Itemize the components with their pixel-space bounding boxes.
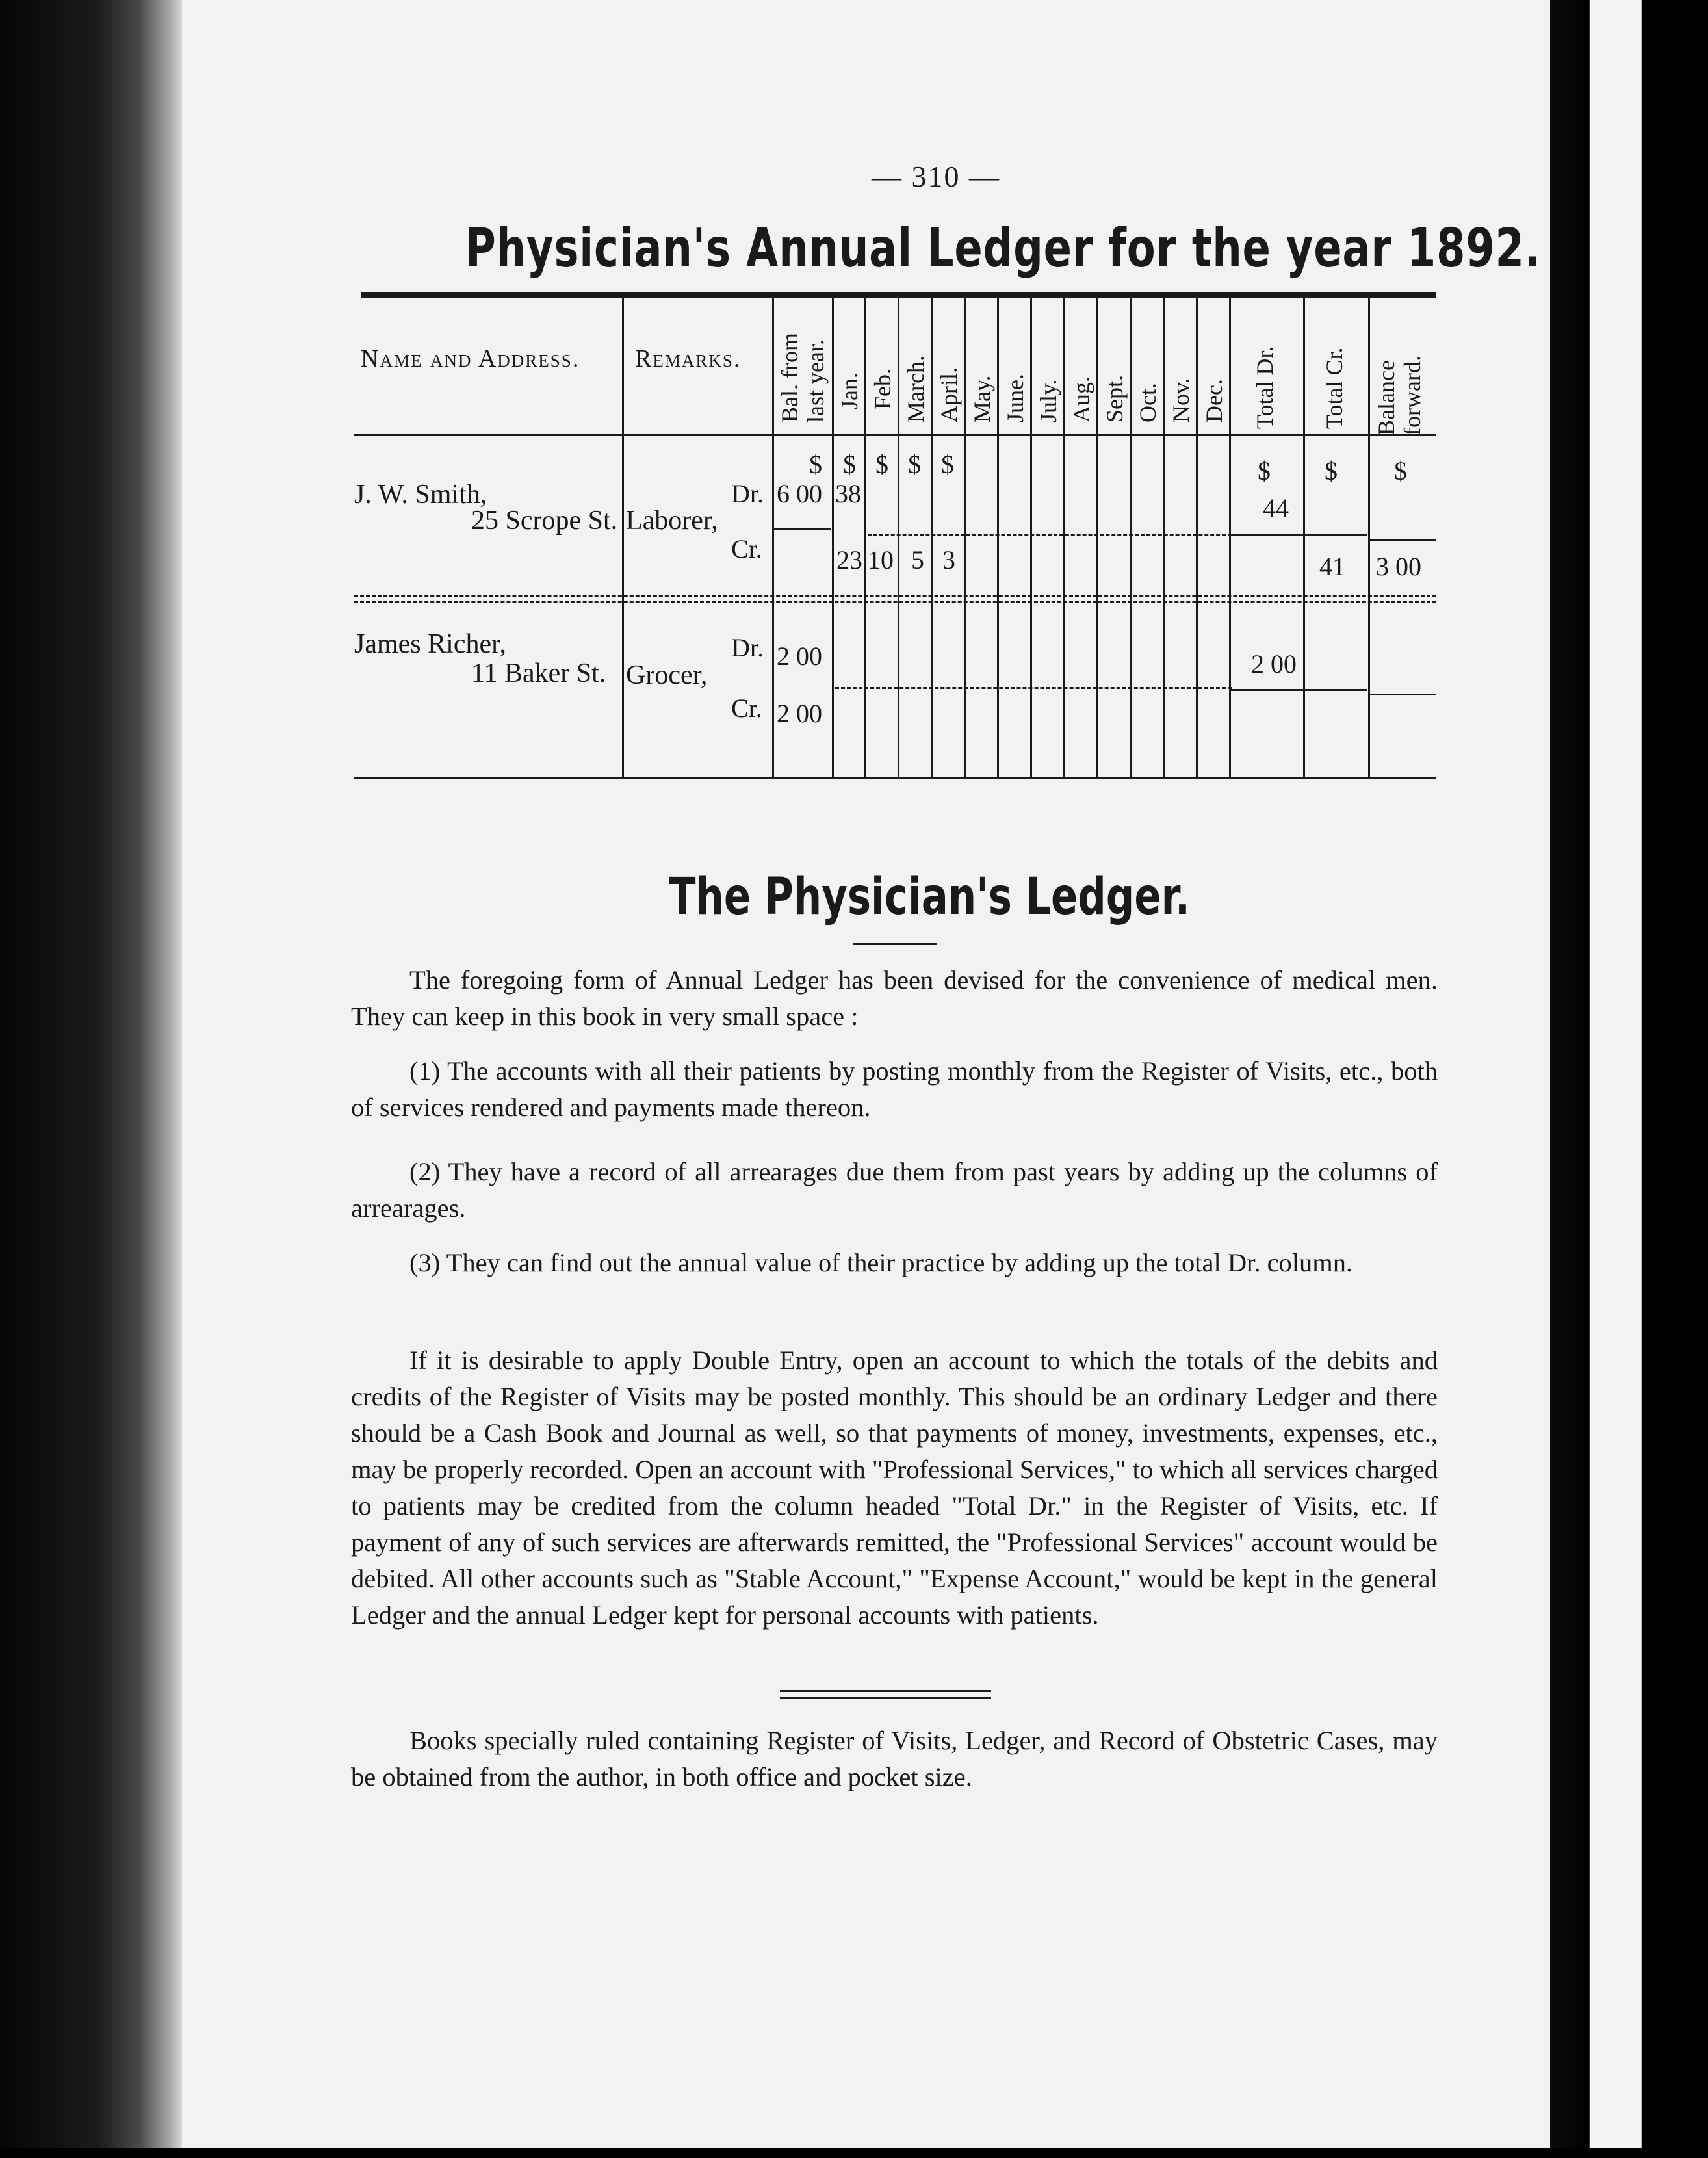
col-label-balance: Balance bbox=[1373, 360, 1399, 436]
col-divider bbox=[1303, 298, 1305, 777]
dr-balance-last-year: 6 00 bbox=[777, 479, 822, 508]
dollar-sign: $ bbox=[843, 450, 856, 479]
col-divider bbox=[1130, 298, 1132, 777]
header-rule bbox=[354, 434, 1436, 436]
col-label-total-cr: Total Cr. bbox=[1321, 347, 1347, 429]
col-label: last year. bbox=[803, 339, 829, 422]
cr-label: Cr. bbox=[731, 694, 762, 723]
adjacent-page-edge bbox=[1550, 0, 1708, 2158]
col-label: Bal. from bbox=[777, 333, 803, 422]
col-divider bbox=[622, 298, 624, 777]
col-divider bbox=[1030, 298, 1032, 777]
col-divider bbox=[1063, 298, 1065, 777]
col-label-sept: Sept. bbox=[1102, 374, 1128, 422]
cr-march: 5 bbox=[911, 545, 924, 575]
cell-rule bbox=[1369, 540, 1436, 541]
dollar-sign: $ bbox=[1325, 456, 1338, 486]
col-label-nov: Nov. bbox=[1168, 378, 1194, 422]
dollar-sign: $ bbox=[1394, 456, 1407, 486]
patient-remarks: Laborer, bbox=[626, 506, 718, 536]
table-bottom-rule bbox=[354, 777, 1436, 779]
col-divider bbox=[864, 298, 866, 777]
book-spine-edge bbox=[0, 0, 182, 2158]
patient-remarks: Grocer, bbox=[626, 660, 708, 690]
dr-balance-last-year: 2 00 bbox=[777, 642, 822, 671]
col-label-jan: Jan. bbox=[836, 372, 862, 410]
col-divider bbox=[1368, 298, 1370, 777]
cr-balance-last-year: 2 00 bbox=[777, 699, 822, 728]
scan-border bbox=[0, 2148, 1708, 2158]
dollar-sign: $ bbox=[908, 450, 921, 479]
col-divider bbox=[898, 298, 899, 777]
page-number: — 310 — bbox=[872, 160, 1000, 193]
cell-rule bbox=[773, 528, 831, 530]
dr-cr-separator bbox=[835, 687, 1232, 689]
cell-rule bbox=[1369, 694, 1436, 696]
col-label-april: April. bbox=[936, 367, 962, 422]
patient-name: James Richer, bbox=[354, 629, 506, 659]
header-name-address: Name and Address. bbox=[361, 345, 580, 372]
title-underline bbox=[853, 942, 937, 945]
patient-name: J. W. Smith, bbox=[354, 480, 487, 510]
col-label-march: March. bbox=[903, 356, 929, 422]
header-remarks: Remarks. bbox=[635, 345, 742, 372]
col-divider bbox=[931, 298, 933, 777]
dr-total: 2 00 bbox=[1251, 649, 1297, 679]
col-label-july: July. bbox=[1035, 379, 1061, 422]
ledger-title: Physician's Annual Ledger for the year 1892. bbox=[465, 218, 1541, 280]
paragraph-item-1: (1) The accounts with all their patients by posting monthly from the Register of Visits, etc., both of services rendered and payments made thereon. bbox=[351, 1056, 1438, 1122]
col-label-dec: Dec. bbox=[1201, 379, 1227, 422]
col-label-aug: Aug. bbox=[1068, 376, 1094, 422]
cr-label: Cr. bbox=[731, 534, 762, 564]
dr-jan: 38 bbox=[835, 479, 861, 508]
col-divider bbox=[772, 298, 774, 777]
col-divider bbox=[832, 298, 834, 777]
section-divider bbox=[780, 1690, 991, 1699]
cr-feb: 10 bbox=[868, 545, 894, 575]
dr-label: Dr. bbox=[731, 633, 764, 662]
col-divider bbox=[997, 298, 999, 777]
paragraph-double-entry: If it is desirable to apply Double Entry, open an account to which the totals of the debits and credits of the Register of Visits may be posted monthly. This should be an ordinary Ledger and there should be a Cash Book and Journal as well, so that payments of money, investments, expenses, etc., may be properly recorded. Open an account with "Professional Services," to which all services charged to patients may be credited from the column headed "Total Dr." in the Register of Visits, etc. If payment of any of such services are afterwards remitted, the "Professional Services" account would be debited. All other accounts such as "Stable Account," "Expense Account," would be kept in the general Ledger and the annual Ledger kept for personal accounts with patients. bbox=[351, 1346, 1438, 1630]
cr-april: 3 bbox=[942, 545, 955, 575]
col-label-oct: Oct. bbox=[1135, 383, 1161, 422]
dollar-sign: $ bbox=[875, 450, 888, 479]
balance-forward: 3 00 bbox=[1376, 552, 1421, 581]
dollar-sign: $ bbox=[809, 450, 822, 479]
col-divider bbox=[1163, 298, 1165, 777]
col-label-may: May. bbox=[969, 375, 995, 422]
patient-address: 11 Baker St. bbox=[471, 658, 606, 688]
dr-cr-separator bbox=[868, 534, 1232, 536]
cr-total: 41 bbox=[1319, 552, 1345, 581]
col-label-total-dr: Total Dr. bbox=[1252, 346, 1278, 429]
col-divider bbox=[964, 298, 966, 777]
cell-rule bbox=[1230, 534, 1367, 536]
paragraph-books-note: Books specially ruled containing Register of Visits, Ledger, and Record of Obstetric Cases, may be obtained from the author, in both office and pocket size. bbox=[351, 1726, 1438, 1791]
account-divider bbox=[354, 595, 1436, 603]
col-divider bbox=[1096, 298, 1098, 777]
col-label-june: June. bbox=[1002, 374, 1028, 422]
col-divider bbox=[1229, 298, 1231, 777]
dr-label: Dr. bbox=[731, 479, 764, 508]
paragraph-intro: The foregoing form of Annual Ledger has been devised for the convenience of medical men. They can keep in this book in very small space : bbox=[351, 965, 1438, 1031]
section-title: The Physician's Ledger. bbox=[669, 868, 1191, 926]
dollar-sign: $ bbox=[1258, 456, 1271, 486]
dollar-sign: $ bbox=[941, 450, 954, 479]
col-label-feb: Feb. bbox=[870, 369, 896, 410]
ledger-table bbox=[354, 292, 1436, 800]
paragraph-item-3: (3) They can find out the annual value of their practice by adding up the total Dr. column. bbox=[409, 1248, 1353, 1277]
paragraph-item-2: (2) They have a record of all arrearages due them from past years by adding up the columns of arrearages. bbox=[351, 1157, 1438, 1223]
dr-total: 44 bbox=[1263, 493, 1289, 523]
col-label-forward: forward. bbox=[1399, 356, 1425, 436]
cell-rule bbox=[1230, 689, 1367, 691]
col-divider bbox=[1196, 298, 1198, 777]
cr-jan: 23 bbox=[836, 545, 862, 575]
table-top-rule bbox=[361, 292, 1436, 298]
patient-address: 25 Scrope St. bbox=[471, 506, 618, 536]
